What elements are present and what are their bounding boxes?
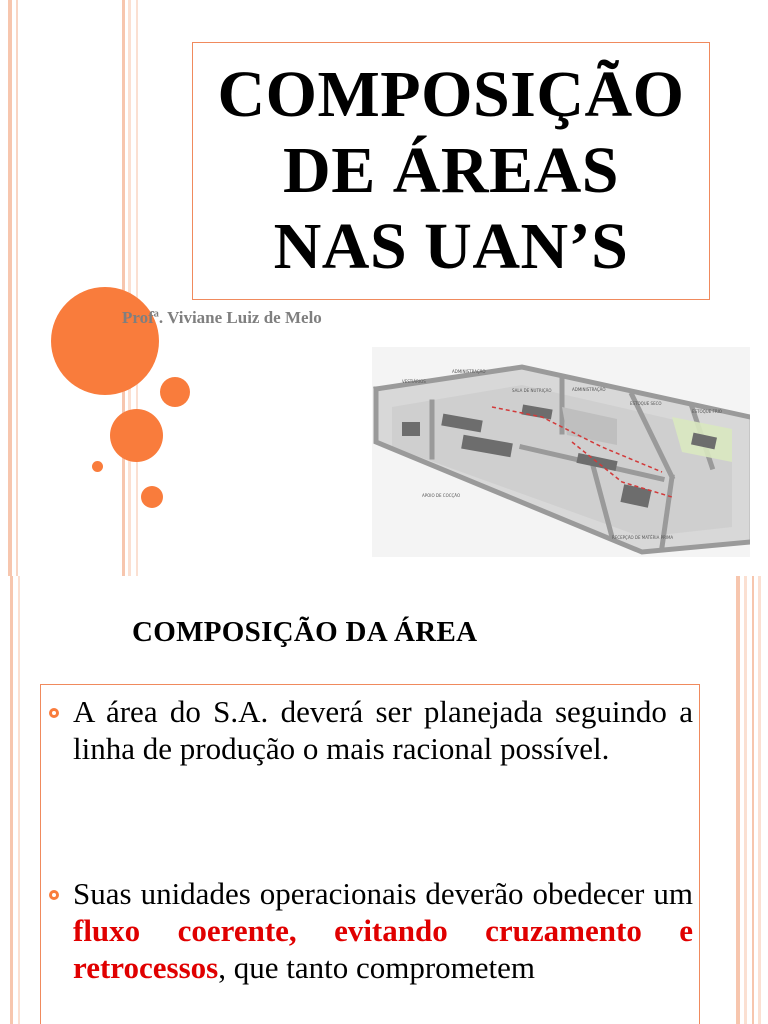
decor-stripe xyxy=(136,0,138,576)
decor-stripe xyxy=(18,576,20,1024)
decor-circle-large xyxy=(51,287,159,395)
decor-circle-small xyxy=(92,461,103,472)
decor-circle xyxy=(160,377,190,407)
plan-label: RECEPÇÃO DE MATÉRIA PRIMA xyxy=(612,535,674,540)
decor-stripe xyxy=(10,576,13,1024)
bullet-text: A área do S.A. deverá ser planejada seguindo a linha de produção o mais racional possível. xyxy=(73,694,693,766)
content-slide xyxy=(0,576,768,1024)
plan-label: ESTOQUE SECO xyxy=(630,401,662,406)
plan-label: VESTIÁRIOS xyxy=(402,379,426,384)
bullet-text-part: , que tanto comprometem xyxy=(218,950,535,985)
bullet-circle-icon xyxy=(49,890,59,900)
plan-label: APOIO DE COCÇÃO xyxy=(422,493,461,498)
bullet-text xyxy=(73,875,693,986)
decor-circle xyxy=(110,409,163,462)
decor-stripe xyxy=(744,576,747,1024)
bullet-item xyxy=(49,693,693,767)
decor-stripe xyxy=(128,0,131,576)
bullet-item xyxy=(49,875,693,986)
decor-stripe xyxy=(758,576,761,1024)
decor-stripe xyxy=(736,576,740,1024)
plan-label: SALA DE NUTRIÇÃO xyxy=(512,388,552,393)
author-name: Profª. Viviane Luiz de Melo xyxy=(122,308,322,327)
plan-label: ESTOQUE FRIO xyxy=(692,409,722,414)
highlighted-text: fluxo coerente, evitando cruzamento e retrocessos xyxy=(73,913,693,985)
floor-plan-drawing xyxy=(372,347,750,557)
slide-title: COMPOSIÇÃO DA ÁREA xyxy=(132,616,478,648)
decor-stripe xyxy=(122,0,125,576)
plan-label: ADMINISTRAÇÃO xyxy=(572,387,606,392)
bullet-circle-icon xyxy=(49,708,59,718)
decor-circle xyxy=(141,486,163,508)
title-frame xyxy=(192,42,710,300)
plan-label: ADMINISTRAÇÃO xyxy=(452,369,486,374)
decor-stripe xyxy=(752,576,754,1024)
content-frame xyxy=(40,684,700,1024)
decor-stripe xyxy=(8,0,12,576)
slide-title: COMPOSIÇÃO DE ÁREAS NAS UAN’S xyxy=(217,58,685,283)
bullet-text-part: Suas unidades operacionais deverão obedecer um xyxy=(73,876,693,911)
decor-stripe xyxy=(16,0,18,576)
floor-plan-image xyxy=(372,347,750,557)
